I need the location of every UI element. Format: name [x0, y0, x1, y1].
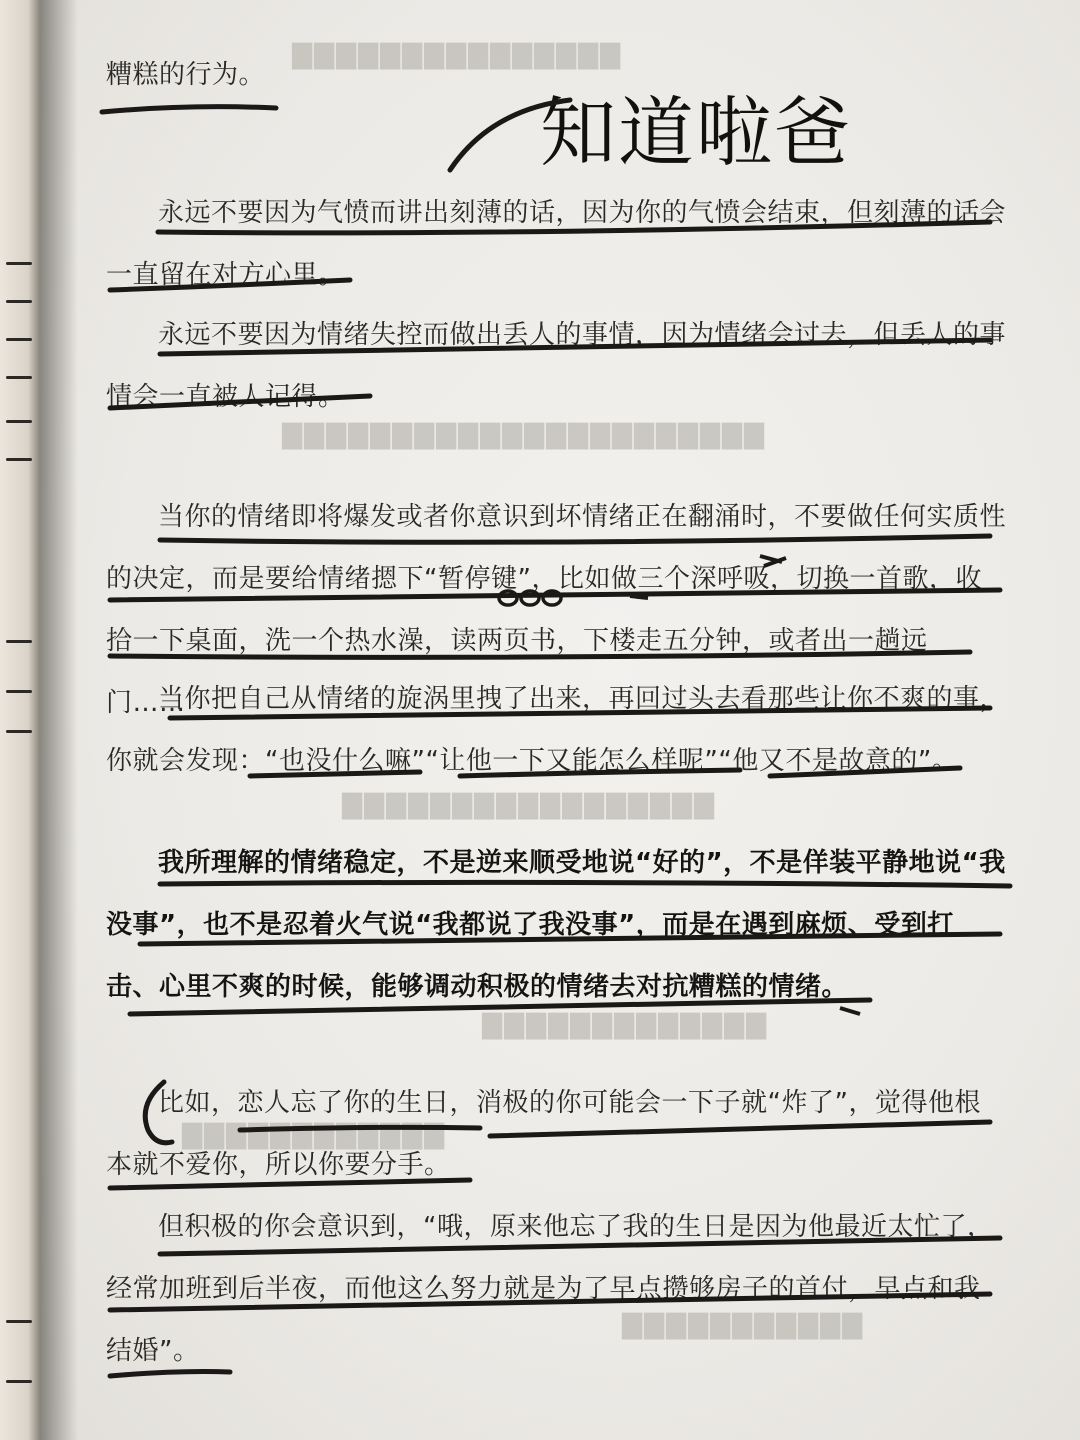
bleed-through-text: ▇▇▇▇▇▇▇▇▇▇▇▇▇▇▇ — [290, 40, 620, 70]
paragraph-5: 我所理解的情绪稳定，不是逆来顺受地说“好的”，不是佯装平静地说“我没事”，也不是忍着火气说“我都说了我没事”，而是在遇到麻烦、受到打击、心里不爽的时候，能够调动积极的情绪去对抗糟糕的情绪。 — [106, 848, 1006, 1002]
underline — [102, 107, 276, 112]
previous-page-edge — [0, 0, 40, 1440]
paragraph-7: 但积极的你会意识到，“哦，原来他忘了我的生日是因为他最近太忙了，经常加班到后半夜，而他这么努力就是为了早点攒够房子的首付，早点和我结婚”。 — [106, 1212, 994, 1366]
handwritten-note: 知道啦爸 — [540, 88, 852, 177]
bleed-through-text: ▇▇▇▇▇▇▇▇▇▇▇▇▇ — [480, 1010, 766, 1040]
paragraph-0: 糟糕的行为。 — [106, 60, 266, 90]
bleed-through-text: ▇▇▇▇▇▇▇▇▇▇▇▇ — [180, 1120, 444, 1150]
paragraph-3: 当你的情绪即将爆发或者你意识到坏情绪正在翻涌时，不要做任何实质性的决定，而是要给情绪摁下“暂停键”，比如做三个深呼吸，切换一首歌，收拾一下桌面，洗一个热水澡，读两页书，下楼走五分钟，或者出一趟远门…… — [106, 502, 1007, 718]
paragraph-1: 永远不要因为气愤而讲出刻薄的话，因为你的气愤会结束，但刻薄的话会一直留在对方心里。 — [106, 198, 1007, 290]
paragraph-6: 比如，恋人忘了你的生日，消极的你可能会一下子就“炸了”，觉得他根本就不爱你，所以你要分手。 — [106, 1088, 981, 1180]
paragraph-4: 当你把自己从情绪的旋涡里拽了出来，再回过头去看那些让你不爽的事，你就会发现：“也没什么嘛”“让他一下又能怎么样呢”“他又不是故意的”。 — [106, 684, 1007, 776]
bracket-mark — [145, 1082, 172, 1143]
bleed-through-text: ▇▇▇▇▇▇▇▇▇▇▇▇▇▇▇▇▇▇▇▇▇▇ — [280, 420, 764, 450]
book-page — [40, 0, 1080, 1440]
pen-stroke — [450, 100, 570, 170]
pen-annotations — [40, 0, 1080, 1440]
paragraph-2: 永远不要因为情绪失控而做出丢人的事情，因为情绪会过去，但丢人的事情会一直被人记得。 — [106, 320, 1007, 412]
bleed-through-text: ▇▇▇▇▇▇▇▇▇▇▇ — [620, 1310, 862, 1340]
scribble-marks — [630, 556, 860, 1014]
bleed-through-text: ▇▇▇▇▇▇▇▇▇▇▇▇▇▇▇▇▇ — [340, 790, 714, 820]
